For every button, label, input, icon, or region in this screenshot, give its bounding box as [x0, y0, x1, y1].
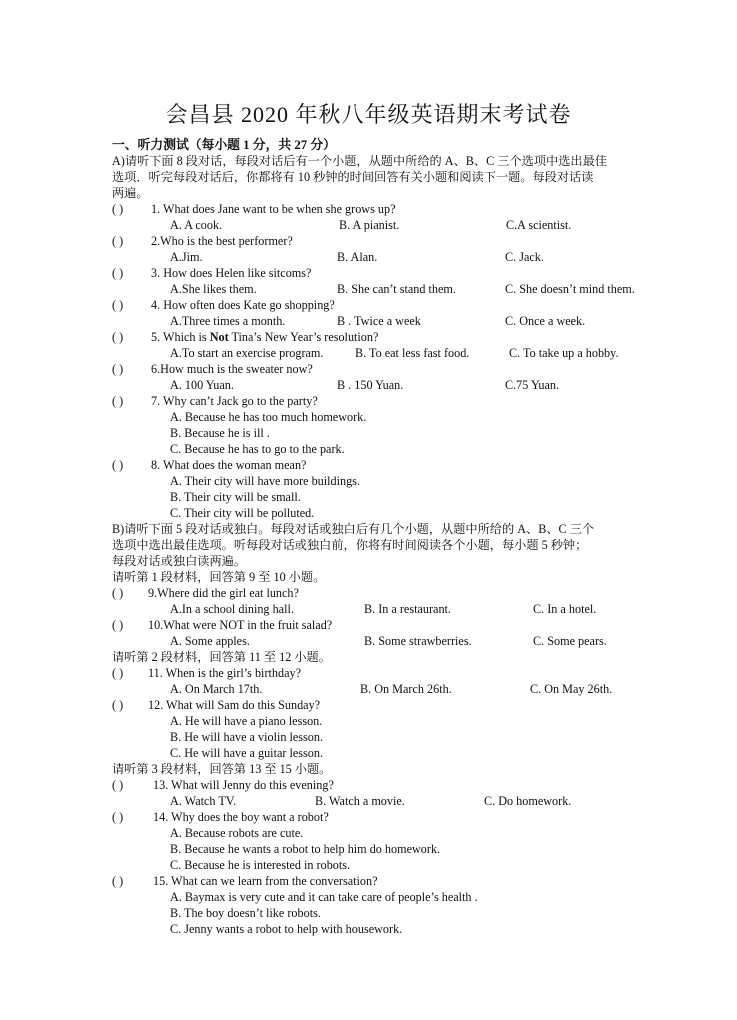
q9-option-b: B. In a restaurant.	[364, 602, 451, 616]
q14-option-b: B. Because he wants a robot to help him do homework.	[170, 842, 441, 856]
q1-option-a: A. A cook.	[170, 218, 223, 232]
q8-option-b: B. Their city will be small.	[170, 490, 301, 504]
q11-option-b: B. On March 26th.	[360, 682, 452, 696]
q6-option-b: B . 150 Yuan.	[337, 378, 404, 392]
question-15: 15. What can we learn from the conversation?	[153, 874, 378, 888]
question-6: 6.How much is the sweater now?	[151, 362, 313, 376]
question-7: 7. Why can’t Jack go to the party?	[151, 394, 318, 408]
q2-option-b: B. Alan.	[337, 250, 378, 264]
answer-blank-10: ( )	[112, 618, 124, 632]
question-12: 12. What will Sam do this Sunday?	[148, 698, 321, 712]
q5-option-c: C. To take up a hobby.	[509, 346, 619, 360]
answer-blank-14: ( )	[112, 810, 124, 824]
q4-option-b: B . Twice a week	[337, 314, 421, 328]
q3-option-b: B. She can’t stand them.	[337, 282, 456, 296]
q4-option-c: C. Once a week.	[505, 314, 586, 328]
q2-option-a: A.Jim.	[170, 250, 203, 264]
q15-option-c: C. Jenny wants a robot to help with housework.	[170, 922, 403, 936]
q5-option-a: A.To start an exercise program.	[170, 346, 324, 360]
answer-blank-11: ( )	[112, 666, 124, 680]
answer-blank-1: ( )	[112, 202, 124, 216]
question-11: 11. When is the girl’s birthday?	[148, 666, 301, 680]
q4-option-a: A.Three times a month.	[170, 314, 286, 328]
question-5-pre: 5. Which is	[151, 330, 210, 344]
q10-option-c: C. Some pears.	[533, 634, 607, 648]
q12-option-a: A. He will have a piano lesson.	[170, 714, 323, 728]
q13-option-b: B. Watch a movie.	[315, 794, 405, 808]
answer-blank-2: ( )	[112, 234, 124, 248]
answer-blank-4: ( )	[112, 298, 124, 312]
instructions-b-line3: 每段对话或独白读两遍。	[112, 554, 247, 568]
material-1-heading: 请听第 1 段材料，回答第 9 至 10 小题。	[112, 570, 326, 584]
q8-option-a: A. Their city will have more buildings.	[170, 474, 361, 488]
question-2: 2.Who is the best performer?	[151, 234, 293, 248]
q3-option-c: C. She doesn’t mind them.	[505, 282, 635, 296]
question-13: 13. What will Jenny do this evening?	[153, 778, 334, 792]
q14-option-c: C. Because he is interested in robots.	[170, 858, 351, 872]
answer-blank-15: ( )	[112, 874, 124, 888]
answer-blank-12: ( )	[112, 698, 124, 712]
q9-option-c: C. In a hotel.	[533, 602, 597, 616]
q15-option-a: A. Baymax is very cute and it can take care of people’s health .	[170, 890, 478, 904]
question-5	[151, 329, 378, 345]
q13-option-a: A. Watch TV.	[170, 794, 237, 808]
question-3: 3. How does Helen like sitcoms?	[151, 266, 312, 280]
question-5-post: Tina’s New Year’s resolution?	[228, 330, 379, 344]
q14-option-a: A. Because robots are cute.	[170, 826, 304, 840]
q15-option-b: B. The boy doesn’t like robots.	[170, 906, 321, 920]
q10-option-a: A. Some apples.	[170, 634, 250, 648]
instructions-a-line1: A)请听下面 8 段对话，每段对话后有一个小题，从题中所给的 A、B、C 三个选项中选出最佳	[112, 154, 607, 168]
answer-blank-9: ( )	[112, 586, 124, 600]
q10-option-b: B. Some strawberries.	[364, 634, 472, 648]
answer-blank-6: ( )	[112, 362, 124, 376]
answer-blank-8: ( )	[112, 458, 124, 472]
question-10: 10.What were NOT in the fruit salad?	[148, 618, 333, 632]
material-3-heading: 请听第 3 段材料，回答第 13 至 15 小题。	[112, 762, 332, 776]
q2-option-c: C. Jack.	[505, 250, 544, 264]
answer-blank-5: ( )	[112, 330, 124, 344]
instructions-b-line1: B)请听下面 5 段对话或独白。每段对话或独白后有几个小题，从题中所给的 A、B、C 三个	[112, 522, 595, 536]
q7-option-b: B. Because he is ill .	[170, 426, 270, 440]
q7-option-c: C. Because he has to go to the park.	[170, 442, 345, 456]
question-5-emphasis: Not	[209, 330, 229, 344]
q9-option-a: A.In a school dining hall.	[170, 602, 294, 616]
question-1: 1. What does Jane want to be when she grows up?	[151, 202, 396, 216]
instructions-a-line2: 选项．听完每段对话后，你都将有 10 秒钟的时间回答有关小题和阅读下一题。每段对话读	[112, 170, 594, 184]
question-8: 8. What does the woman mean?	[151, 458, 307, 472]
material-2-heading: 请听第 2 段材料，回答第 11 至 12 小题。	[112, 650, 331, 664]
q1-option-b: B. A pianist.	[339, 218, 400, 232]
answer-blank-7: ( )	[112, 394, 124, 408]
q1-option-c: C.A scientist.	[506, 218, 572, 232]
q11-option-a: A. On March 17th.	[170, 682, 263, 696]
question-4: 4. How often does Kate go shopping?	[151, 298, 335, 312]
q13-option-c: C. Do homework.	[484, 794, 572, 808]
q6-option-a: A. 100 Yuan.	[170, 378, 234, 392]
question-9: 9.Where did the girl eat lunch?	[148, 586, 299, 600]
q3-option-a: A.She likes them.	[170, 282, 257, 296]
q12-option-c: C. He will have a guitar lesson.	[170, 746, 323, 760]
q12-option-b: B. He will have a violin lesson.	[170, 730, 323, 744]
instructions-a-line3: 两遍。	[112, 186, 149, 200]
instructions-b-line2: 选项中选出最佳选项。听每段对话或独白前，你将有时间阅读各个小题，每小题 5 秒钟；	[112, 538, 588, 552]
section-heading: 一、听力测试（每小题 1 分，共 27 分）	[112, 138, 336, 152]
q11-option-c: C. On May 26th.	[530, 682, 613, 696]
q8-option-c: C. Their city will be polluted.	[170, 506, 315, 520]
question-14: 14. Why does the boy want a robot?	[153, 810, 329, 824]
page-title: 会昌县 2020 年秋八年级英语期末考试卷	[165, 102, 572, 127]
q6-option-c: C.75 Yuan.	[505, 378, 560, 392]
answer-blank-13: ( )	[112, 778, 124, 792]
answer-blank-3: ( )	[112, 266, 124, 280]
q7-option-a: A. Because he has too much homework.	[170, 410, 367, 424]
q5-option-b: B. To eat less fast food.	[355, 346, 470, 360]
